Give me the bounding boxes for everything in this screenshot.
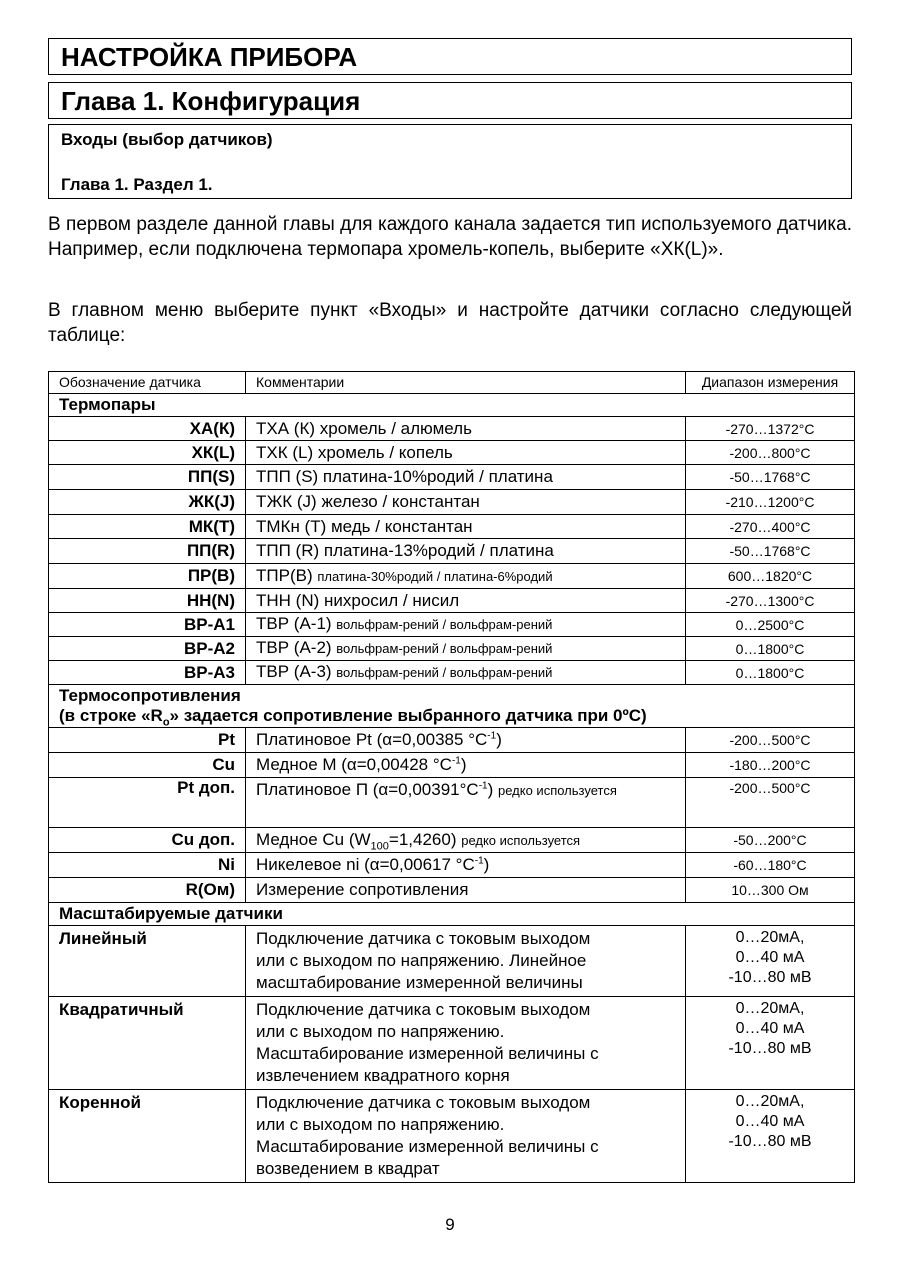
sensor-comment: Измерение сопротивления: [246, 878, 686, 903]
comment-line: Подключение датчика с токовым выходом: [256, 929, 591, 948]
comment-line: возведением в квадрат: [256, 1159, 440, 1178]
comment-line: Подключение датчика с токовым выходом: [256, 1093, 591, 1112]
section-ref: Глава 1. Раздел 1.: [61, 175, 213, 194]
sensor-code: Pt доп.: [49, 778, 246, 828]
section-title: Термосопротивления (в строке «$R_о$» задается сопротивление выбранного датчика при 0ºС): [49, 685, 855, 728]
table-row: [49, 637, 855, 661]
sensor-code: ХК(L): [49, 441, 246, 465]
sensor-range: -60…180°С: [686, 853, 855, 878]
table-row: [49, 997, 855, 1090]
table-row: [49, 539, 855, 564]
sensor-comment: Никелевое ni (α=0,00617 $^\circ С^{-1}$): [246, 853, 686, 878]
range-line: 0…40 мА: [735, 1113, 805, 1130]
sensor-range: -50…1768°С: [686, 539, 855, 564]
section-row-scaled: [49, 903, 855, 926]
table-row: [49, 441, 855, 465]
sensor-code: ВР-А2: [49, 637, 246, 661]
sensor-comment: ТПП (S) платина-10%родий / платина: [246, 465, 686, 490]
comment-line: масштабирование измеренной величины: [256, 973, 583, 992]
sensor-range: 0…1800°С: [686, 661, 855, 685]
sensor-range: 0…2500°С: [686, 613, 855, 637]
range-line: 0…20мА,: [735, 1093, 805, 1110]
sensor-comment: [246, 997, 686, 1090]
sensor-range: -270…1300°С: [686, 589, 855, 613]
sensor-code: ХА(К): [49, 417, 246, 441]
table-row: [49, 926, 855, 997]
sensor-code: НН(N): [49, 589, 246, 613]
instruction-paragraph: В главном меню выберите пункт «Входы» и настройте датчики согласно следующей таблице:: [48, 300, 852, 346]
sensor-comment: Медное Cu $(W_{100}=1,4260)$ редко используется: [246, 828, 686, 853]
sensor-code: ПП(S): [49, 465, 246, 490]
range-line: 0…40 мА: [735, 949, 805, 966]
sensor-code: R(Ом): [49, 878, 246, 903]
table-row: [49, 778, 855, 828]
comment-line: или с выходом по напряжению.: [256, 1022, 505, 1041]
sensor-code: Cu доп.: [49, 828, 246, 853]
range-line: 0…20мА,: [735, 1000, 805, 1017]
comment-line: или с выходом по напряжению.: [256, 1115, 505, 1134]
comment-line: Подключение датчика с токовым выходом: [256, 1000, 591, 1019]
sensor-code: Линейный: [49, 926, 246, 997]
comment-line: Масштабирование измеренной величины с: [256, 1137, 599, 1156]
table-row: [49, 1090, 855, 1183]
section-row-rtd: [49, 685, 855, 728]
section-title: Термопары: [49, 394, 855, 417]
table-row: [49, 613, 855, 637]
sensor-code: ПР(В): [49, 564, 246, 589]
range-line: 0…40 мА: [735, 1020, 805, 1037]
sensor-range: 0…1800°С: [686, 637, 855, 661]
comment-line: извлечением квадратного корня: [256, 1066, 510, 1085]
sensor-range: -180…200°С: [686, 753, 855, 778]
section-title: Масштабируемые датчики: [49, 903, 855, 926]
sensor-code: ВР-А3: [49, 661, 246, 685]
sensor-range: -200…800°С: [686, 441, 855, 465]
sensor-range: [686, 926, 855, 997]
range-line: -10…80 мВ: [728, 1133, 812, 1150]
sensor-range: [686, 1090, 855, 1183]
header-code: Обозначение датчика: [49, 372, 246, 394]
sensor-comment: Медное М (α=0,00428 $^\circ С^{-1}$): [246, 753, 686, 778]
sensor-comment: ТВР (А-2) вольфрам-рений / вольфрам-рений: [246, 637, 686, 661]
table-row: [49, 515, 855, 539]
sensor-range: [686, 997, 855, 1090]
section-header: [48, 124, 852, 199]
sensor-range: -200…500°С: [686, 778, 855, 828]
page-title: НАСТРОЙКА ПРИБОРА: [48, 38, 852, 75]
sensor-comment: Платиновое П $(\alpha=0,00391^\circ С^{-1})$ редко используется: [246, 778, 686, 828]
chapter-title: Глава 1. Конфигурация: [48, 82, 852, 119]
sensor-comment: ТПП (R) платина-13%родий / платина: [246, 539, 686, 564]
sensor-comment: ТХК (L) хромель / копель: [246, 441, 686, 465]
header-comment: Комментарии: [246, 372, 686, 394]
sensor-comment: ТПР(В) платина-30%родий / платина-6%родий: [246, 564, 686, 589]
sensor-comment: ТЖК (J) железо / константан: [246, 490, 686, 515]
sensor-code: Ni: [49, 853, 246, 878]
intro-paragraph: В первом разделе данной главы для каждого канала задается тип используемого датчика. Например, если подключена термопара хромель-копель, выберите «ХК(L)».: [48, 214, 852, 260]
sensor-code: ПП(R): [49, 539, 246, 564]
section-name: Входы (выбор датчиков): [61, 130, 273, 149]
header-range: Диапазон измерения: [686, 372, 855, 394]
sensor-range: 600…1820°С: [686, 564, 855, 589]
comment-line: Масштабирование измеренной величины с: [256, 1044, 599, 1063]
sensor-range: -270…1372°С: [686, 417, 855, 441]
sensor-comment: [246, 1090, 686, 1183]
sensor-code: ЖК(J): [49, 490, 246, 515]
section-row-thermocouples: [49, 394, 855, 417]
table-row: [49, 564, 855, 589]
table-row: [49, 828, 855, 853]
sensor-code: МК(Т): [49, 515, 246, 539]
range-line: -10…80 мВ: [728, 1040, 812, 1057]
comment-line: или с выходом по напряжению. Линейное: [256, 951, 587, 970]
sensor-code: Cu: [49, 753, 246, 778]
sensor-comment: ТХА (К) хромель / алюмель: [246, 417, 686, 441]
table-row: [49, 753, 855, 778]
sensor-comment: ТВР (А-3) вольфрам-рений / вольфрам-рений: [246, 661, 686, 685]
sensor-comment: ТНН (N) нихросил / нисил: [246, 589, 686, 613]
sensor-range: -270…400°С: [686, 515, 855, 539]
sensor-code: Коренной: [49, 1090, 246, 1183]
sensor-range: -210…1200°С: [686, 490, 855, 515]
table-row: [49, 417, 855, 441]
sensor-code: Pt: [49, 728, 246, 753]
sensor-code: Квадратичный: [49, 997, 246, 1090]
sensor-comment: ТВР (А-1) вольфрам-рений / вольфрам-рений: [246, 613, 686, 637]
table-row: [49, 661, 855, 685]
range-line: 0…20мА,: [735, 929, 805, 946]
table-row: [49, 853, 855, 878]
table-row: [49, 728, 855, 753]
sensor-table: [48, 371, 855, 1183]
sensor-range: 10…300 Ом: [686, 878, 855, 903]
page-number: 9: [445, 1215, 455, 1234]
table-row: [49, 465, 855, 490]
sensor-comment: ТМКн (Т) медь / константан: [246, 515, 686, 539]
sensor-comment: [246, 926, 686, 997]
sensor-comment: Платиновое Pt (α=0,00385 $^\circ С^{-1}$): [246, 728, 686, 753]
table-row: [49, 490, 855, 515]
table-header-row: [49, 372, 855, 394]
sensor-range: -200…500°С: [686, 728, 855, 753]
sensor-range: -50…200°С: [686, 828, 855, 853]
table-row: [49, 878, 855, 903]
sensor-code: ВР-А1: [49, 613, 246, 637]
table-row: [49, 589, 855, 613]
range-line: -10…80 мВ: [728, 969, 812, 986]
sensor-range: -50…1768°С: [686, 465, 855, 490]
